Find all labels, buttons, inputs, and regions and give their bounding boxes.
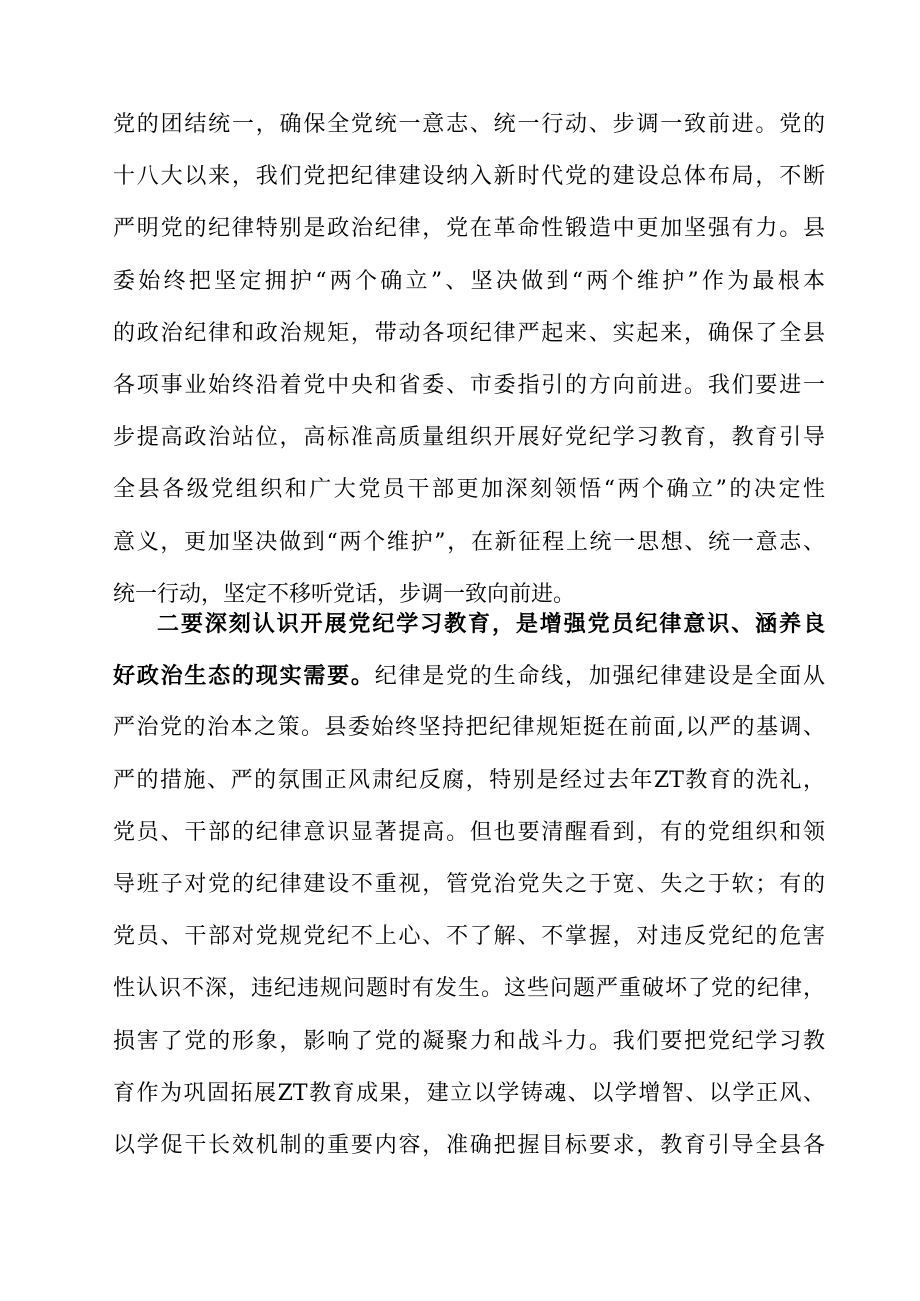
- paragraph-text: 纪律是党的生命线，加强纪律建设是全面从: [374, 664, 825, 690]
- paragraph-line: 意义，更加坚决做到“两个维护”，在新征程上统一思想、统一意志、: [113, 529, 825, 555]
- paragraph-line: 党员、干部的纪律意识显著提高。但也要清醒看到，有的党组织和领: [113, 819, 825, 845]
- paragraph-line: 严治党的治本之策。县委始终坚持把纪律规矩挺在前面,以严的基调、: [113, 715, 825, 741]
- paragraph-line: 严明党的纪律特别是政治纪律，党在革命性锻造中更加坚强有力。县: [113, 216, 825, 242]
- paragraph-line: 党员、干部对党规党纪不上心、不了解、不掌握，对违反党纪的危害: [113, 924, 825, 950]
- paragraph-line: 性认识不深，违纪违规问题时有发生。这些问题严重破坏了党的纪律，: [113, 976, 825, 1002]
- paragraph-2: [113, 598, 825, 1172]
- paragraph-line: 委始终把坚定拥护“两个确立”、坚决做到“两个维护”作为最根本: [113, 268, 825, 294]
- paragraph-line: 损害了党的形象，影响了党的凝聚力和战斗力。我们要把党纪学习教: [113, 1028, 825, 1054]
- paragraph-line: 各项事业始终沿着党中央和省委、市委指引的方向前进。我们要进一: [113, 372, 825, 398]
- paragraph-line: 严的措施、严的氛围正风肃纪反腐，特别是经过去年ZT教育的洗礼，: [113, 767, 825, 793]
- paragraph-line: 步提高政治站位，高标准高质量组织开展好党纪学习教育，教育引导: [113, 425, 825, 451]
- paragraph-line: 导班子对党的纪律建设不重视，管党治党失之于宽、失之于软；有的: [113, 871, 825, 897]
- paragraph-line: [113, 650, 825, 702]
- section-heading-end: 好政治生态的现实需要。: [113, 663, 375, 690]
- paragraph-line: 统一行动，坚定不移听党话，步调一致向前进。: [113, 581, 576, 607]
- paragraph-line: 全县各级党组织和广大党员干部更加深刻领悟“两个确立”的决定性: [113, 477, 825, 503]
- paragraph-line: 以学促干长效机制的重要内容，准确把握目标要求，教育引导全县各: [113, 1132, 825, 1158]
- paragraph-line: 十八大以来，我们党把纪律建设纳入新时代党的建设总体布局，不断: [113, 164, 825, 190]
- paragraph-line: 育作为巩固拓展ZT教育成果，建立以学铸魂、以学增智、以学正风、: [113, 1080, 825, 1106]
- paragraph-1: [113, 99, 825, 621]
- paragraph-line: 的政治纪律和政治规矩，带动各项纪律严起来、实起来，确保了全县: [113, 320, 825, 346]
- paragraph-line: 党的团结统一，确保全党统一意志、统一行动、步调一致前进。党的: [113, 112, 825, 137]
- section-heading: 二要深刻认识开展党纪学习教育，是增强党员纪律意识、涵养良: [157, 611, 825, 637]
